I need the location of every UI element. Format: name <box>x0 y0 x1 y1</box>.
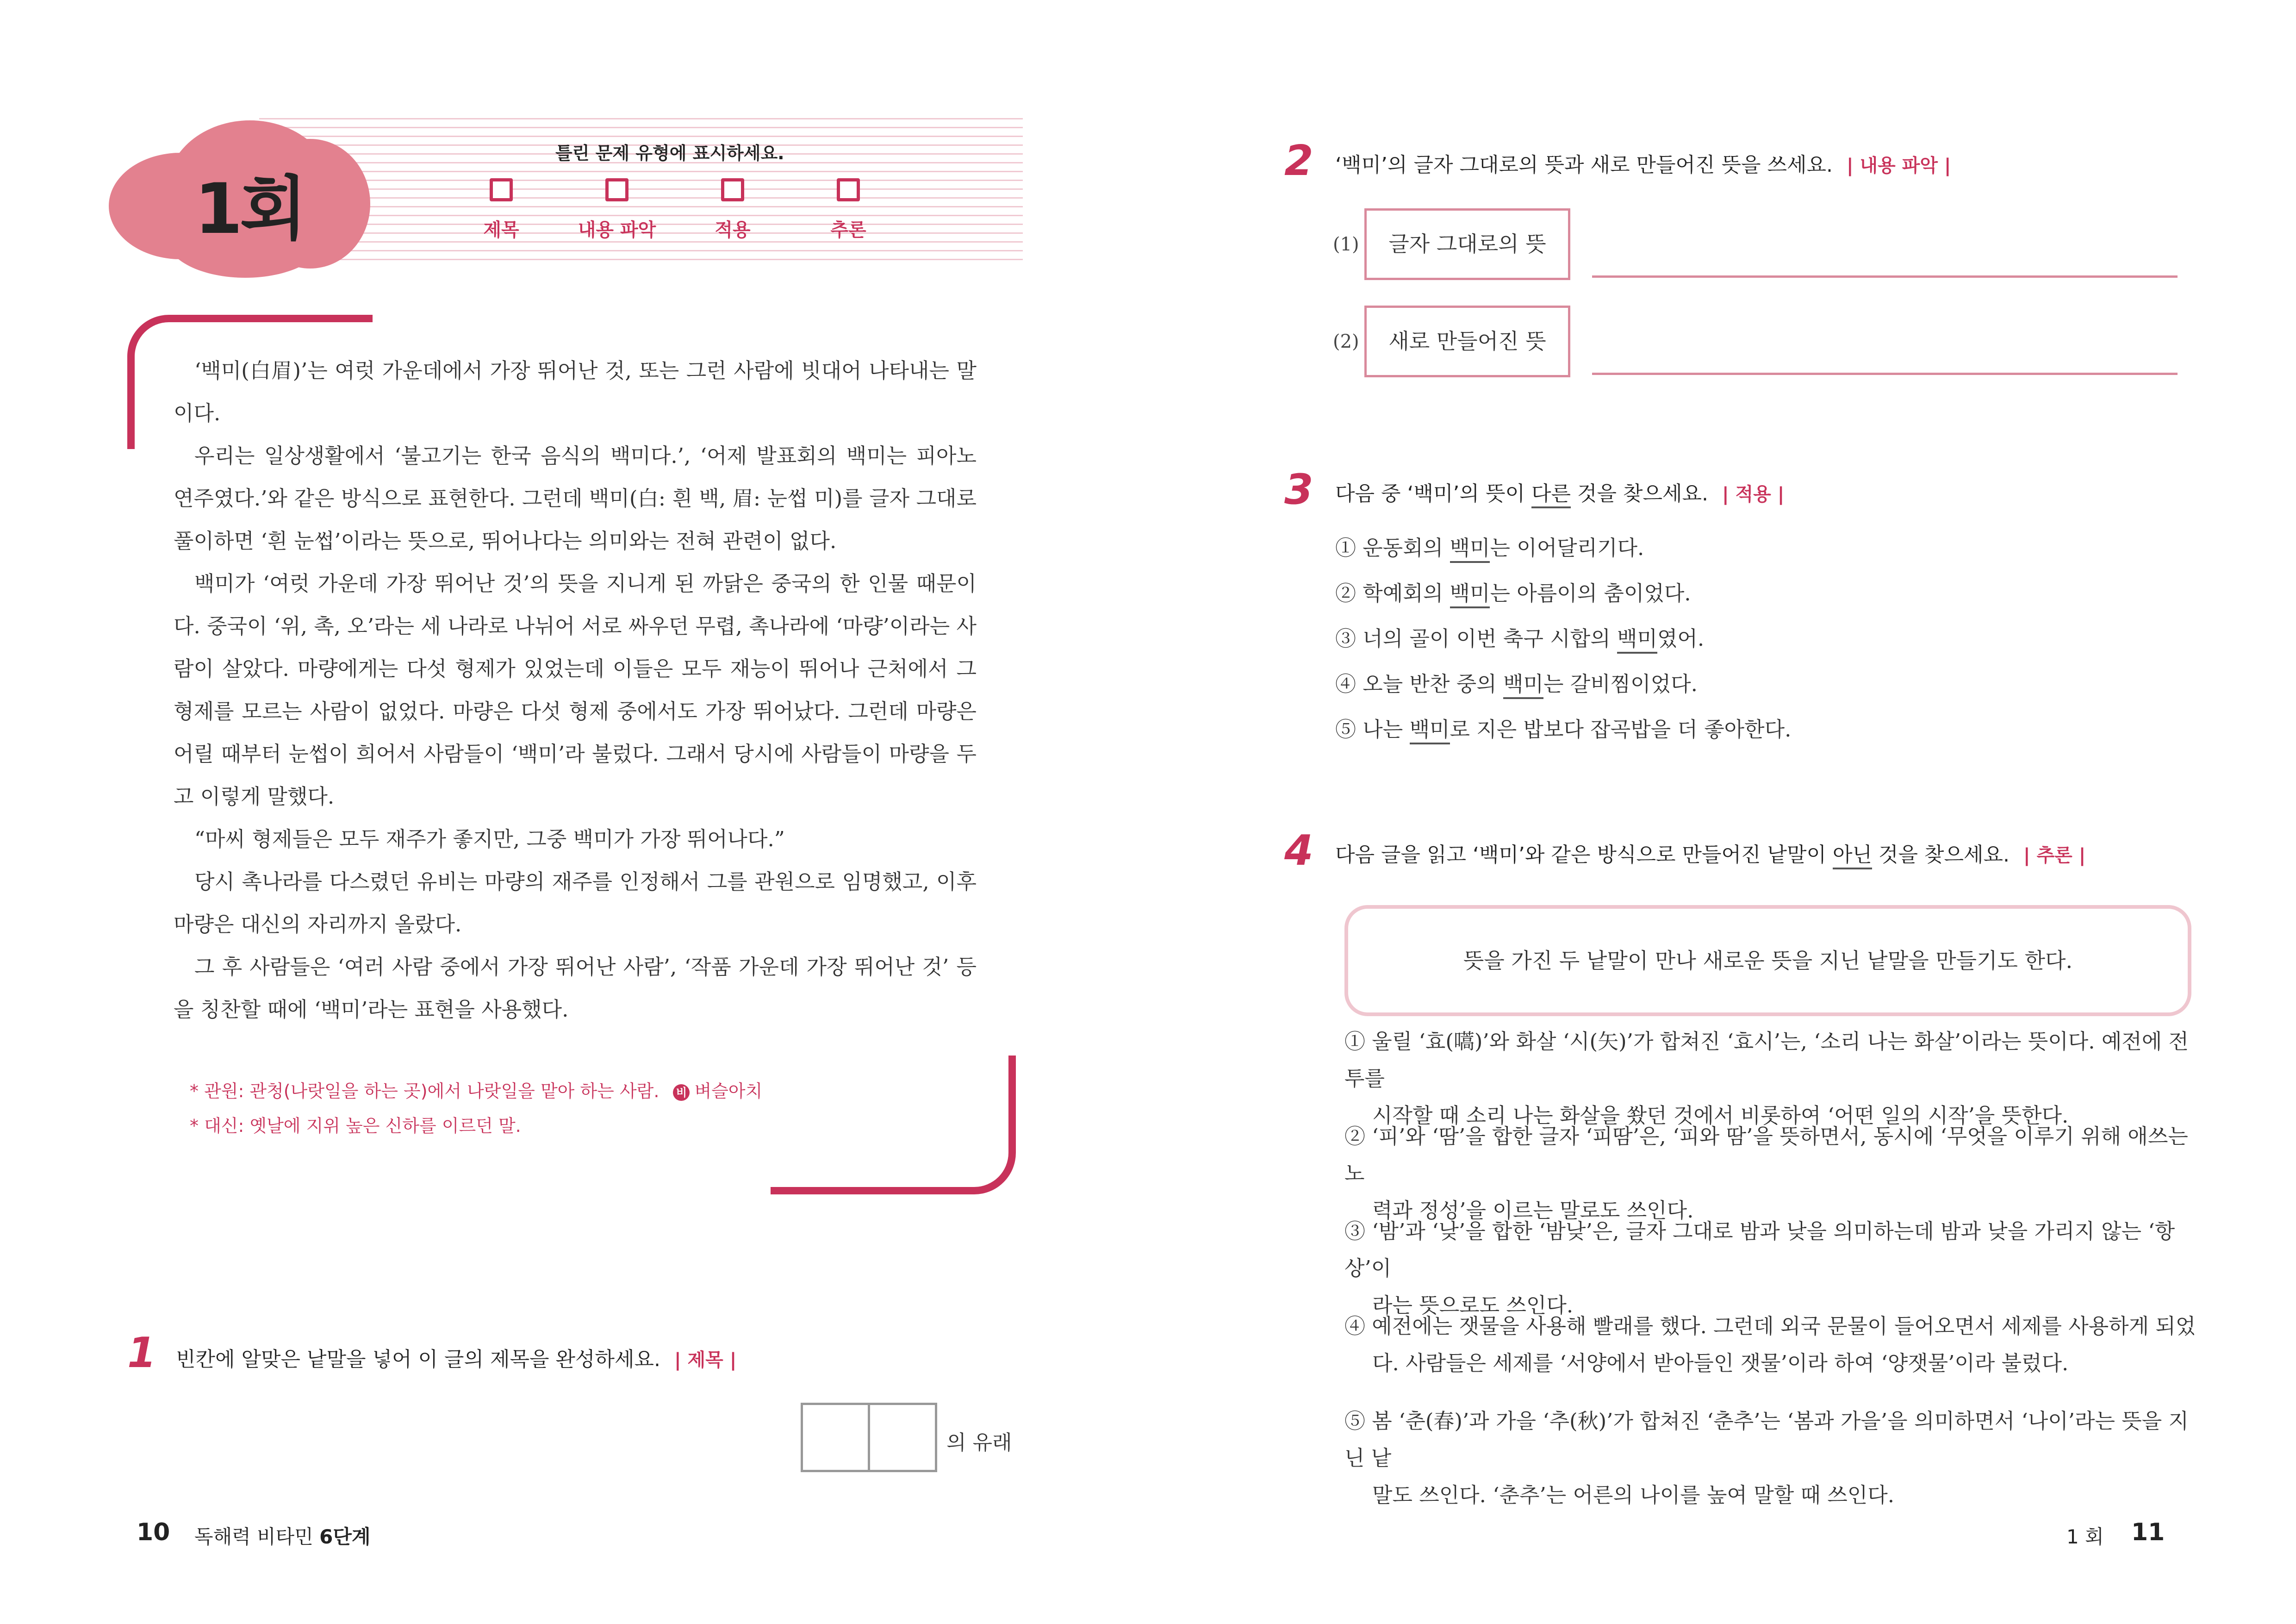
footnotes <box>190 1074 762 1143</box>
category-label: 제목 <box>483 219 519 241</box>
synonym-badge: 비 <box>673 1084 690 1101</box>
question-prompt-end: 것을 찾으세요. <box>1872 843 2010 867</box>
question-text <box>1335 148 1951 178</box>
passage-paragraph: “마씨 형제들은 모두 재주가 좋지만, 그중 백미가 가장 뛰어나다.” <box>194 827 785 851</box>
option-text: ① 운동회의 <box>1335 536 1450 560</box>
question-text <box>1335 477 1784 506</box>
checkbox-apply[interactable] <box>721 178 744 201</box>
option-text: ⑤ 나는 <box>1335 717 1410 742</box>
option-text: 는 아름이의 춤이었다. <box>1490 581 1691 606</box>
passage-paragraph: 당시 촉나라를 다스렸던 유비는 마량의 재주를 인정해서 그를 관원으로 임명했고, 이후 마량은 대신의 자리까지 올랐다. <box>174 869 977 937</box>
option-keyword: 백미 <box>1450 536 1490 563</box>
answer-line[interactable] <box>1592 373 2178 375</box>
lesson-label: 1 회 <box>2066 1525 2104 1548</box>
lesson-title: 1회 <box>194 169 305 250</box>
category-label: 적용 <box>715 219 751 241</box>
option-item[interactable] <box>1335 525 1791 571</box>
option-list <box>1335 525 1791 752</box>
question-number: 2 <box>1284 137 1313 185</box>
checkbox-inference[interactable] <box>837 178 860 201</box>
option-keyword: 백미 <box>1410 717 1450 744</box>
passage-paragraph: 백미가 ‘여럿 가운데 가장 뛰어난 것’의 뜻을 지니게 된 까닭은 중국의 한 인물 때문이다. 중국이 ‘위, 촉, 오’라는 세 나라로 나뉘어 서로 싸우던 무렵, 촉나라에 ‘마량’이라는 사람이 살았다. 마량에게는 다섯 형제가 있었는데 이들은 모두 재능이 뛰어나 근처에서 그 형제를 모르는 사람이 없었다. 마량은 다섯 형제 중에서도 가장 뛰어났다. 그런데 마량은 어릴 때부터 눈썹이 희어서 사람들이 ‘백미’라 불렀다. 그래서 당시에 사람들이 마량을 두고 이렇게 말했다. <box>174 571 977 809</box>
question-prompt-end: 것을 찾으세요. <box>1570 482 1708 506</box>
answer-line[interactable] <box>1592 275 2178 278</box>
question-text <box>1335 838 2085 868</box>
question-text <box>176 1343 736 1372</box>
question-type-tag: | 추론 | <box>2023 845 2086 866</box>
question-type-tag: | 내용 파악 | <box>1846 155 1951 176</box>
book-title <box>194 1522 371 1549</box>
question-prompt: 다음 글을 읽고 ‘백미’와 같은 방식으로 만들어진 낱말이 <box>1335 843 1833 867</box>
option-item[interactable] <box>1344 1213 2196 1324</box>
answer-label: 새로 만들어진 뜻 <box>1388 329 1546 354</box>
option-keyword: 백미 <box>1503 672 1543 699</box>
option-text: 였어. <box>1657 626 1705 651</box>
option-item[interactable] <box>1344 1023 2196 1134</box>
quote-box <box>1344 905 2191 1016</box>
question-type-tag: | 적용 | <box>1722 484 1785 505</box>
category-label: 추론 <box>830 219 866 241</box>
option-text: 로 지은 밥보다 잡곡밥을 더 좋아한다. <box>1450 717 1792 742</box>
option-text: ② 학예회의 <box>1335 581 1450 606</box>
option-text: 는 갈비찜이었다. <box>1543 672 1698 696</box>
option-line: ③ ‘밤’과 ‘낮’을 합한 ‘밤낮’은, 글자 그대로 밤과 낮을 의미하는데 밤과 낮을 가리지 않는 ‘항상’이 <box>1344 1219 2175 1280</box>
option-text: 는 이어달리기다. <box>1490 536 1644 560</box>
option-line: ② ‘피’와 ‘땀’을 합한 글자 ‘피땀’은, ‘피와 땀’을 뜻하면서, 동시에 ‘무엇을 이루기 위해 애쓰는 노 <box>1344 1124 2188 1186</box>
option-line: 력과 정성’을 이르는 말로도 쓰인다. <box>1372 1198 1694 1223</box>
footnote <box>190 1074 762 1109</box>
option-item[interactable] <box>1335 707 1791 752</box>
answer-label: 글자 그대로의 뜻 <box>1388 231 1546 256</box>
option-line: ④ 예전에는 잿물을 사용해 빨래를 했다. 그런데 외국 문물이 들어오면서 세제를 사용하게 되었 <box>1344 1314 2196 1338</box>
option-item[interactable] <box>1335 616 1791 662</box>
passage-paragraph: ‘백미(白眉)’는 여럿 가운데에서 가장 뛰어난 것, 또는 그런 사람에 빗대어 나타내는 말이다. <box>174 358 977 425</box>
option-item[interactable] <box>1344 1118 2196 1229</box>
answer-label-box <box>1364 306 1570 377</box>
answer-cell[interactable] <box>868 1403 937 1472</box>
question-number: 4 <box>1284 826 1313 875</box>
option-line: ① 울릴 ‘효(嚆)’와 화살 ‘시(矢)’가 합쳐진 ‘효시’는, ‘소리 나는 화살’이라는 뜻이다. 예전에 전투를 <box>1344 1029 2189 1091</box>
option-keyword: 백미 <box>1450 581 1490 608</box>
item-marker: (2) <box>1333 331 1359 352</box>
page-number: 10 <box>137 1518 170 1546</box>
category-label: 내용 파악 <box>578 219 656 241</box>
option-text: ③ 너의 골이 이번 축구 시합의 <box>1335 626 1617 651</box>
option-item[interactable] <box>1344 1308 2196 1382</box>
checkbox-content[interactable] <box>605 178 628 201</box>
option-line: 다. 사람들은 세제를 ‘서양에서 받아들인 잿물’이라 하여 ‘양잿물’이라 불렀다. <box>1372 1351 2069 1375</box>
question-prompt: 빈칸에 알맞은 낱말을 넣어 이 글의 제목을 완성하세요. <box>176 1348 660 1371</box>
quote-text: 뜻을 가진 두 낱말이 만나 새로운 뜻을 지닌 낱말을 만들기도 한다. <box>1463 948 2073 973</box>
option-line: 라는 뜻으로도 쓰인다. <box>1372 1293 1574 1318</box>
footnote: * 대신: 옛날에 지위 높은 신하를 이르던 말. <box>190 1116 521 1136</box>
passage-frame-bottom-right <box>771 1056 1016 1194</box>
question-number: 3 <box>1284 465 1313 514</box>
option-keyword: 백미 <box>1617 626 1657 654</box>
answer-cell[interactable] <box>801 1403 870 1472</box>
answer-label-box <box>1364 208 1570 280</box>
book-level: 6단계 <box>319 1525 371 1548</box>
item-marker: (1) <box>1333 234 1359 255</box>
passage-paragraph: 그 후 사람들은 ‘여러 사람 중에서 가장 뛰어난 사람’, ‘작품 가운데 가장 뛰어난 것’ 등을 칭찬할 때에 ‘백미’라는 표현을 사용했다. <box>174 955 977 1022</box>
footnote-text: * 관원: 관청(나랏일을 하는 곳)에서 나랏일을 맡아 하는 사람. <box>190 1081 660 1101</box>
passage <box>174 350 977 1031</box>
checkbox-title[interactable] <box>490 178 513 201</box>
option-item[interactable] <box>1335 662 1791 707</box>
passage-paragraph: 우리는 일상생활에서 ‘불고기는 한국 음식의 백미다.’, ‘어제 발표회의 백미는 피아노 연주였다.’와 같은 방식으로 표현한다. 그런데 백미(白: 흰 백, 眉: 눈썹 미)를 글자 그대로 풀이하면 ‘흰 눈썹’이라는 뜻으로, 뛰어나다는 의미와는 전혀 관련이 없다. <box>174 443 977 553</box>
question-prompt: ‘백미’의 글자 그대로의 뜻과 새로 만들어진 뜻을 쓰세요. <box>1335 153 1833 177</box>
book-title-text: 독해력 비타민 <box>194 1525 320 1548</box>
question-emphasis: 아닌 <box>1833 843 1872 869</box>
option-line: ⑤ 봄 ‘춘(春)’과 가을 ‘추(秋)’가 합쳐진 ‘춘추’는 ‘봄과 가을’을 의미하면서 ‘나이’라는 뜻을 지닌 낱 <box>1344 1409 2189 1470</box>
title-suffix: 의 유래 <box>946 1431 1012 1455</box>
header-instruction: 틀린 문제 유형에 표시하세요. <box>555 143 784 163</box>
option-line: 시작할 때 소리 나는 화살을 쐈던 것에서 비롯하여 ‘어떤 일의 시작’을 뜻한다. <box>1372 1103 2069 1128</box>
option-text: ④ 오늘 반찬 중의 <box>1335 672 1504 696</box>
option-line: 말도 쓰인다. ‘춘추’는 어른의 나이를 높여 말할 때 쓰인다. <box>1372 1483 1894 1507</box>
question-emphasis: 다른 <box>1531 482 1571 508</box>
question-type-tag: | 제목 | <box>674 1349 737 1371</box>
question-prompt: 다음 중 ‘백미’의 뜻이 <box>1335 482 1531 506</box>
page-number: 11 <box>2131 1518 2165 1546</box>
footnote-extra: 벼슬아치 <box>694 1081 763 1101</box>
option-item[interactable] <box>1344 1403 2196 1514</box>
question-number: 1 <box>127 1329 156 1377</box>
option-item[interactable] <box>1335 571 1791 616</box>
